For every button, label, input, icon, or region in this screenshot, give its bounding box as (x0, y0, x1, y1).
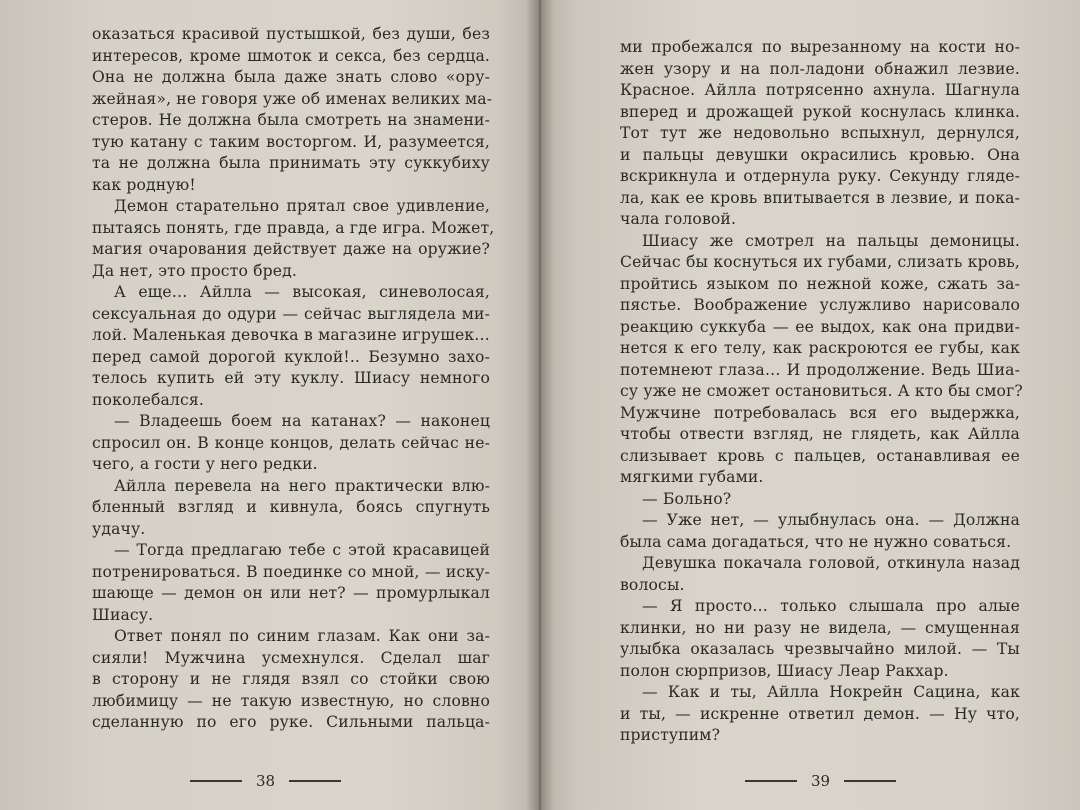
text-line: потемнеют глаза… И продолжение. Ведь Шиа- (620, 360, 1020, 379)
text-line: сексуальная до одури — сейчас выглядела ми- (92, 304, 490, 323)
text-line: сияли! Мужчина усмехнулся. Сделал шаг (92, 648, 490, 667)
text-line: ла, как ее кровь впитывается в лезвие, и пока- (620, 188, 1020, 207)
text-line: любимицу — не такую известную, но словно (92, 691, 490, 710)
text-line: потренироваться. В поединке со мной, — иску- (92, 562, 490, 581)
text-line: Шиасу же смотрел на пальцы демоницы. (642, 231, 1020, 250)
text-line: — Больно? (642, 489, 732, 508)
right-page-folio (745, 772, 896, 790)
text-line: магия очарования действует даже на оружие? (92, 240, 490, 258)
text-line: вперед и дрожащей рукой коснулась клинка. (620, 102, 1020, 121)
text-line: нется к его телу, как раскроются ее губы, как (620, 339, 1020, 357)
text-line: улыбка оказалась чрезвычайно милой. — Ты (620, 640, 1020, 658)
text-line: реакцию суккуба — ее выдох, как она придви- (620, 317, 1020, 336)
text-line: чего, а гости у него редки. (92, 455, 318, 473)
text-line: жейная», не говоря уже об именах великих ма- (92, 89, 493, 108)
text-line: пройтись языком по нежной коже, сжать за- (620, 274, 1020, 293)
text-line: Красное. Айлла потрясенно ахнула. Шагнула (620, 81, 1020, 99)
text-line: — Я просто… только слышала про алые (642, 597, 1020, 615)
folio-rule-left (745, 780, 797, 782)
text-line: тую катану с таким восторгом. И, разумеется, (92, 132, 490, 151)
text-line: Мужчине потребовалась вся его выдержка, (620, 403, 1020, 422)
text-line: чтобы отвести взгляд, не глядеть, как Айлла (620, 425, 1020, 443)
text-line: в сторону и не глядя взял со стойки свою (92, 670, 490, 688)
text-line: А еще… Айлла — высокая, синеволосая, (114, 283, 490, 301)
right-page-text (620, 37, 1023, 747)
text-line: Шиасу. (92, 605, 154, 624)
text-line: сделанную по его руке. Сильными пальца- (92, 713, 490, 731)
folio-rule-right (844, 780, 896, 782)
text-line: клинки, но ни разу не видела, — смущенная (620, 618, 1020, 637)
text-line: слизывает кровь с пальцев, останавливая ее (620, 446, 1020, 465)
text-line: перед самой дорогой куклой!.. Безумно захо- (92, 347, 490, 366)
text-line: интересов, кроме шмоток и секса, без сердца. (92, 46, 490, 65)
left-page-text (92, 24, 495, 734)
text-line: Она не должна была даже знать слово «ору- (92, 68, 490, 86)
text-line: стеров. Не должна была смотреть на знамени- (92, 111, 490, 129)
folio-rule-right (289, 780, 341, 782)
text-line: та не должна была принимать эту суккубиху (92, 154, 490, 172)
text-line: шающе — демон он или нет? — промурлыкал (92, 584, 490, 602)
text-line: волосы. (620, 575, 685, 594)
text-line: Тот тут же недовольно вспыхнул, дернулся, (620, 124, 1020, 142)
text-line: была сама догадаться, что не нужно соваться. (620, 532, 1012, 551)
right-page (540, 0, 1080, 810)
text-line: — Владеешь боем на катанах? — наконец (114, 412, 490, 430)
text-line: и пальцы девушки окрасились кровью. Она (620, 145, 1020, 164)
left-page-folio (190, 772, 341, 790)
text-line: оказаться красивой пустышкой, без души, без (92, 25, 490, 43)
text-line: как родную! (92, 175, 196, 194)
text-line: жен узору и на пол-ладони обнажил лезвие. (620, 59, 1020, 78)
text-line: полон сюрпризов, Шиасу Леар Ракхар. (620, 661, 949, 680)
text-line: бленный взгляд и кивнула, боясь спугнуть (92, 498, 490, 516)
text-line: Ответ понял по синим глазам. Как они за- (114, 627, 490, 645)
text-line: пястье. Воображение услужливо нарисовало (620, 296, 1020, 314)
text-line: Да нет, это просто бред. (92, 261, 298, 280)
text-line: ми пробежался по вырезанному на кости но- (620, 38, 1020, 56)
text-line: телось купить ей эту куклу. Шиасу немного (92, 369, 490, 387)
text-line: мягкими губами. (620, 468, 764, 486)
text-line: су уже не сможет остановиться. А кто бы смог? (620, 382, 1023, 400)
text-line: — Как и ты, Айлла Нокрейн Сацина, как (642, 683, 1020, 701)
text-line: Айлла перевела на него практически влю- (114, 476, 490, 495)
text-line: лой. Маленькая девочка в магазине игрушек… (92, 326, 490, 344)
text-line: — Уже нет, — улыбнулась она. — Должна (642, 511, 1020, 529)
left-page-number: 38 (256, 772, 276, 790)
text-line: чала головой. (620, 210, 737, 228)
text-line: Сейчас бы коснуться их губами, слизать кровь, (620, 253, 1020, 271)
text-line: и ты, — искренне ответил демон. — Ну что, (620, 704, 1020, 723)
book-gutter (526, 0, 554, 810)
text-line: удачу. (92, 519, 146, 538)
right-page-number: 39 (811, 772, 831, 790)
text-line: пытаясь понять, где правда, а где игра. Может, (92, 218, 495, 237)
text-line: приступим? (620, 726, 721, 744)
folio-rule-left (190, 780, 242, 782)
text-line: Демон старательно прятал свое удивление, (114, 197, 490, 215)
text-line: — Тогда предлагаю тебе с этой красавицей (114, 541, 490, 559)
text-line: поколебался. (92, 390, 204, 409)
text-line: вскрикнула и отдернула руку. Секунду гляде- (620, 167, 1020, 185)
text-line: спросил он. В конце концов, делать сейчас не- (92, 433, 490, 452)
text-line: Девушка покачала головой, откинула назад (642, 554, 1020, 572)
